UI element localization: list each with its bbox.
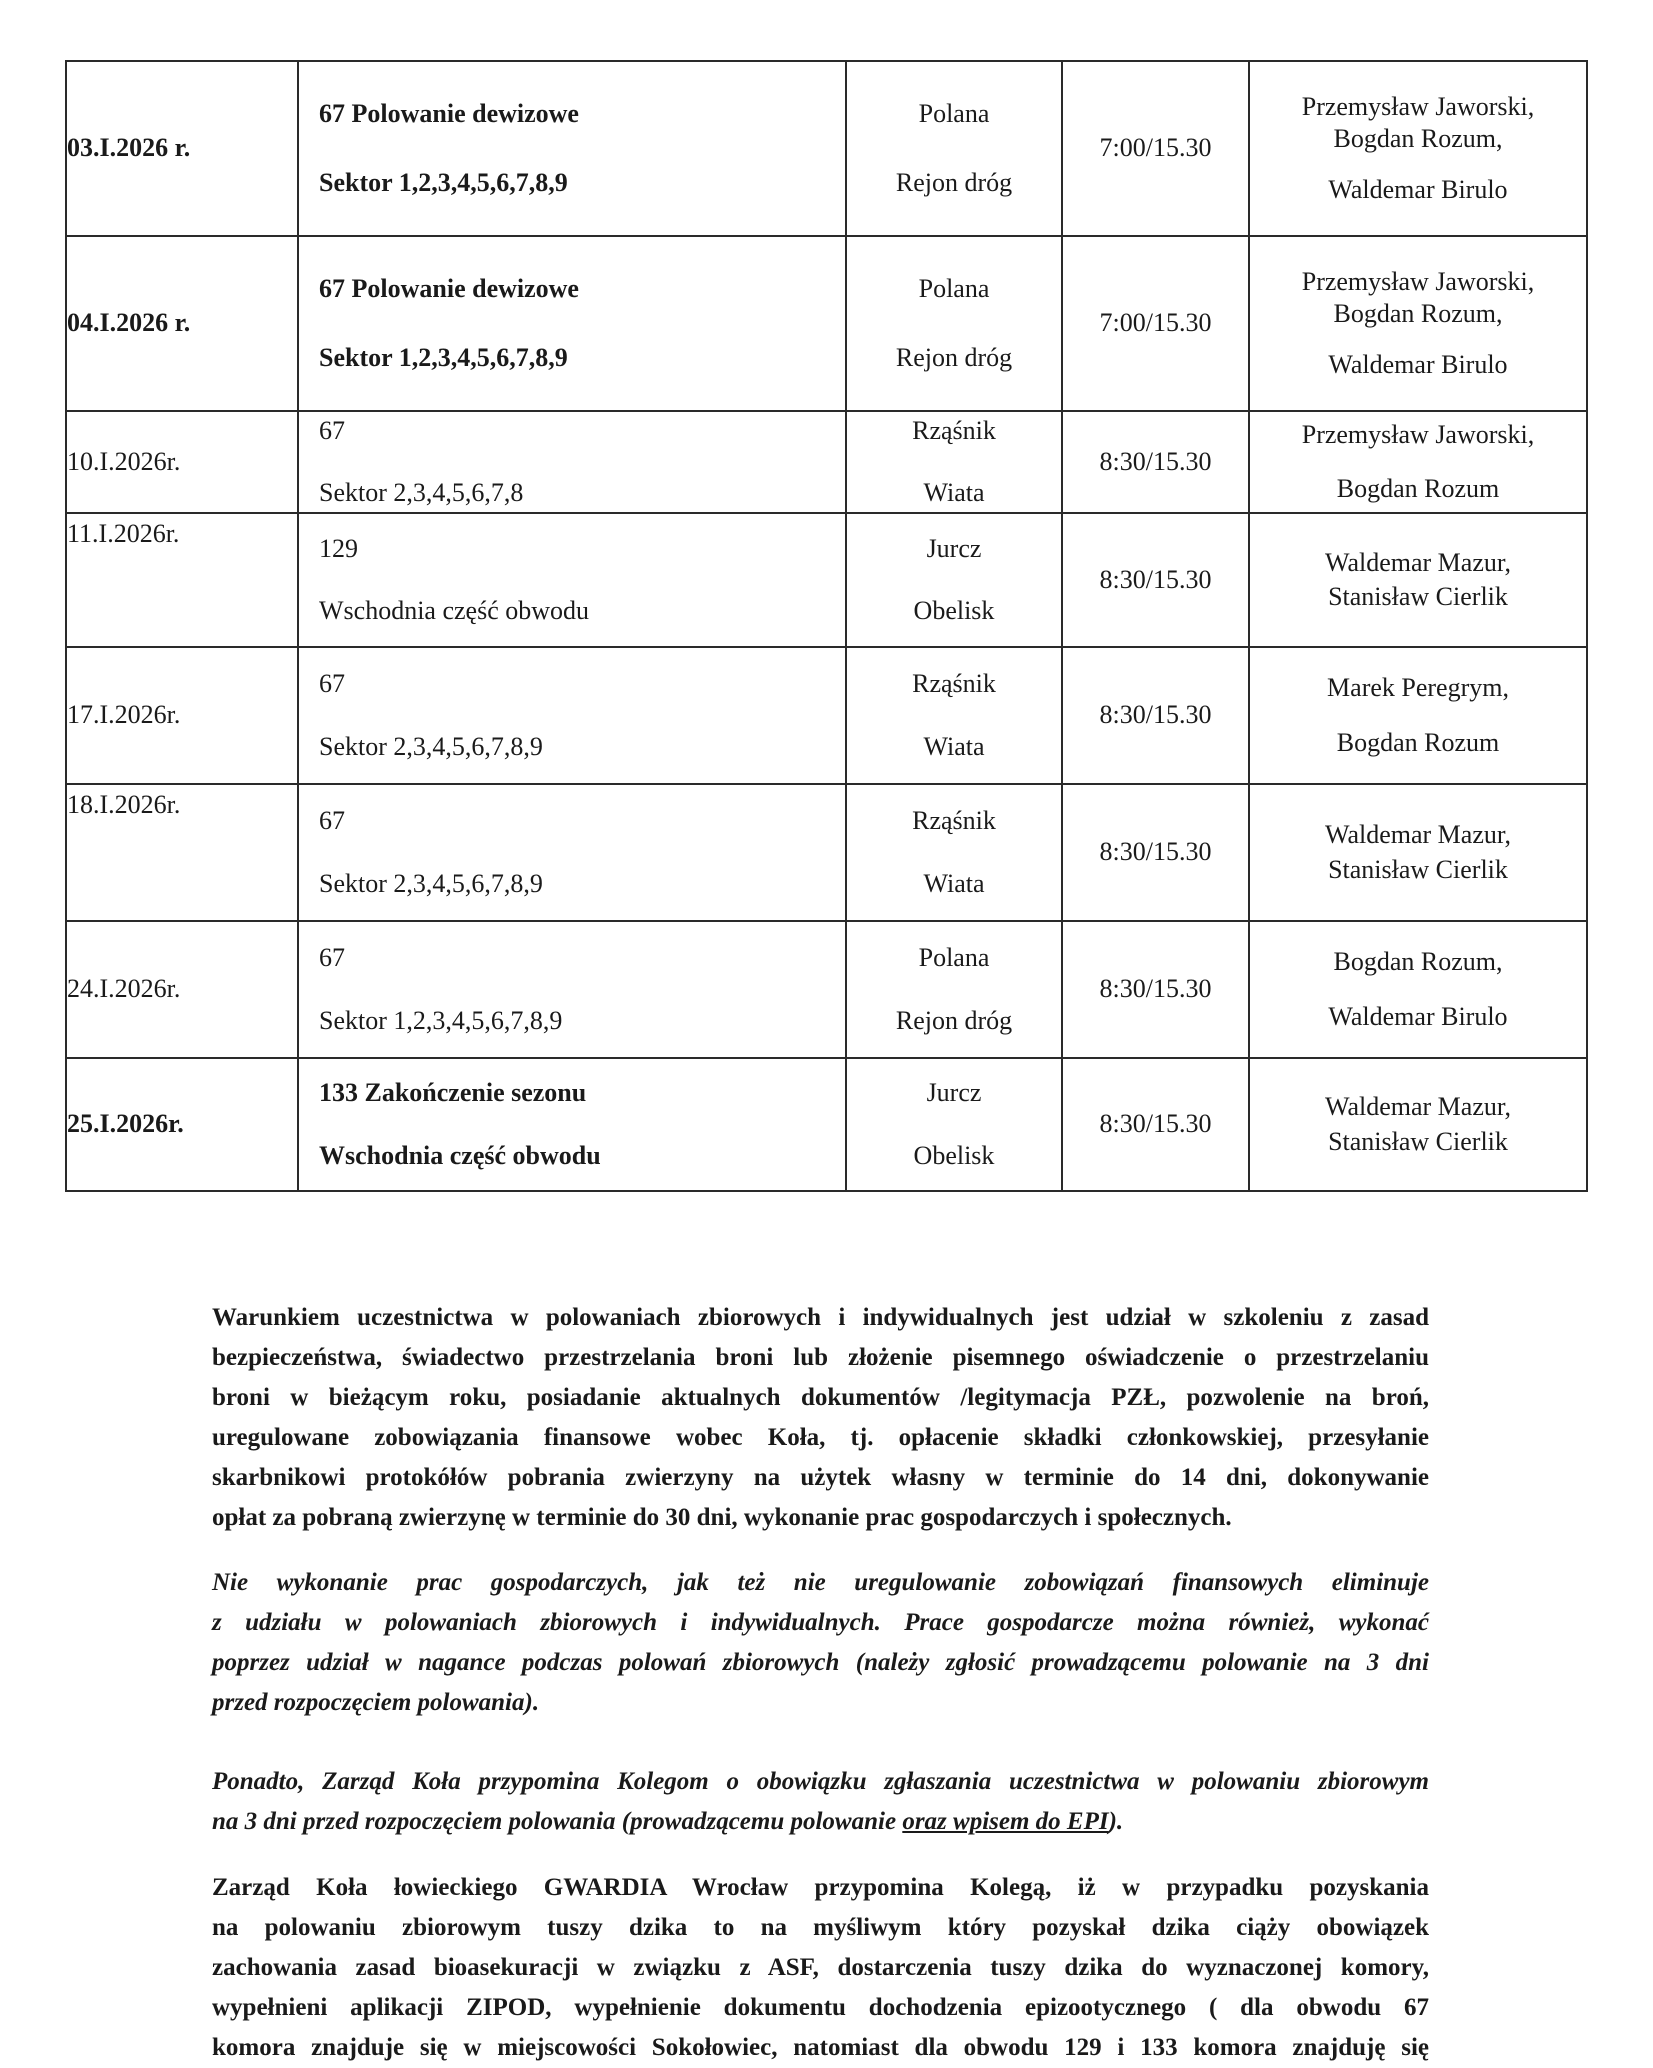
schedule-row	[66, 1058, 1587, 1191]
hunt-area-label: 67	[319, 415, 345, 445]
time-cell: 7:00/15.30	[1062, 61, 1249, 236]
hunt-leaders-cell	[1249, 513, 1587, 647]
time-cell: 8:30/15.30	[1062, 647, 1249, 784]
text-line: Warunkiem uczestnictwa w polowaniach zbiorowych i indywidualnych jest udział w szkoleniu z zasad	[212, 1304, 1429, 1331]
hunt-leaders-cell	[1249, 921, 1587, 1058]
asf-biosecurity-paragraph	[212, 1868, 1429, 2068]
meeting-place-cell	[846, 236, 1062, 411]
hunt-sector-label: Sektor 1,2,3,4,5,6,7,8,9	[319, 342, 568, 372]
hunt-area-label: 67	[319, 806, 345, 835]
place-name: Rząśnik	[912, 806, 996, 835]
place-detail: Wiata	[923, 731, 985, 761]
leader-name: Stanisław Cierlik	[1328, 582, 1508, 611]
text-line: poprzez udział w nagance podczas polowań zbiorowych (należy zgłosić prowadzącemu polowanie na 3 dni	[212, 1649, 1429, 1676]
hunt-area-label: 67	[319, 943, 345, 972]
hunt-leaders-cell	[1249, 647, 1587, 784]
date-cell: 04.I.2026 r.	[66, 236, 298, 411]
leader-name: Waldemar Birulo	[1328, 349, 1508, 379]
meeting-place-cell	[846, 61, 1062, 236]
leader-name: Marek Peregrym,	[1327, 673, 1509, 702]
schedule-row	[66, 921, 1587, 1058]
leader-name: Stanisław Cierlik	[1328, 854, 1508, 884]
hunt-sector-label: Sektor 2,3,4,5,6,7,8,9	[319, 731, 543, 761]
text-line: komora znajduje się w miejscowości Sokołowiec, natomiast dla obwodu 129 i 133 komora znajduję się	[212, 2034, 1429, 2061]
hunt-leaders-cell	[1249, 236, 1587, 411]
text-line: Ponadto, Zarząd Koła przypomina Kolegom o obowiązku zgłaszania uczestnictwa w polowaniu zbiorowym	[212, 1768, 1429, 1795]
text-line: na polowaniu zbiorowym tuszy dzika to na myśliwym który pozyskał dzika ciąży obowiązek	[212, 1914, 1429, 1941]
hunt-sector-label: Sektor 2,3,4,5,6,7,8,9	[319, 868, 543, 898]
hunt-leaders-cell	[1249, 784, 1587, 921]
hunt-description-cell	[298, 411, 846, 513]
hunt-area-label: 67	[319, 669, 345, 698]
hunt-description-cell	[298, 1058, 846, 1191]
place-name: Polana	[918, 99, 990, 128]
date-cell: 17.I.2026r.	[66, 647, 298, 784]
hunt-sector-label: Wschodnia część obwodu	[319, 1140, 601, 1170]
meeting-place-cell	[846, 1058, 1062, 1191]
underlined-segment: oraz wpisem do EPI	[902, 1808, 1109, 1835]
meeting-place-cell	[846, 921, 1062, 1058]
text-segment: ).	[1108, 1808, 1124, 1835]
meeting-place-cell	[846, 411, 1062, 513]
date-cell: 18.I.2026r.	[66, 784, 298, 921]
hunt-sector-label: Sektor 1,2,3,4,5,6,7,8,9	[319, 1005, 563, 1035]
place-name: Jurcz	[926, 1078, 982, 1107]
hunt-sector-label: Sektor 1,2,3,4,5,6,7,8,9	[319, 167, 568, 197]
hunt-area-label: 133 Zakończenie sezonu	[319, 1078, 587, 1107]
leader-name: Przemysław Jaworski,	[1301, 266, 1535, 296]
exclusion-notice-paragraph	[212, 1563, 1429, 1723]
place-name: Rząśnik	[912, 669, 996, 698]
hunt-sector-label: Sektor 2,3,4,5,6,7,8	[319, 478, 524, 507]
hunt-description-cell	[298, 647, 846, 784]
time-cell: 8:30/15.30	[1062, 513, 1249, 647]
hunt-area-label: 129	[319, 533, 358, 563]
time-cell: 7:00/15.30	[1062, 236, 1249, 411]
hunt-sector-label: Wschodnia część obwodu	[319, 596, 590, 625]
leader-name: Waldemar Mazur,	[1325, 547, 1511, 577]
hunt-leaders-cell	[1249, 61, 1587, 236]
leader-name: Stanisław Cierlik	[1328, 1126, 1508, 1156]
date-cell: 25.I.2026r.	[66, 1058, 298, 1191]
time-cell: 8:30/15.30	[1062, 411, 1249, 513]
leader-name: Bogdan Rozum,	[1333, 947, 1503, 976]
leader-name: Bogdan Rozum	[1336, 474, 1500, 503]
schedule-row	[66, 784, 1587, 921]
schedule-row	[66, 236, 1587, 411]
hunt-area-label: 67 Polowanie dewizowe	[319, 274, 579, 303]
text-segment: na 3 dni przed rozpoczęciem polowania (prowadzącemu polowanie	[212, 1808, 903, 1835]
schedule-row	[66, 513, 1587, 647]
hunt-description-cell	[298, 921, 846, 1058]
leader-name: Bogdan Rozum	[1336, 727, 1500, 757]
place-detail: Wiata	[923, 478, 985, 507]
place-detail: Rejon dróg	[895, 167, 1013, 197]
schedule-row	[66, 411, 1587, 513]
text-line: opłat za pobraną zwierzynę w terminie do 30 dni, wykonanie prac gospodarczych i społecznych.	[212, 1504, 1232, 1531]
place-detail: Wiata	[923, 868, 985, 898]
time-cell: 8:30/15.30	[1062, 784, 1249, 921]
schedule-row	[66, 61, 1587, 236]
place-detail: Rejon dróg	[895, 1005, 1013, 1035]
hunt-leaders-cell	[1249, 1058, 1587, 1191]
leader-name: Waldemar Birulo	[1328, 1001, 1508, 1031]
text-line: z udziału w polowaniach zbiorowych i indywidualnych. Prace gospodarcze można również, wykonać	[212, 1609, 1429, 1636]
participation-conditions-paragraph	[212, 1298, 1429, 1538]
registration-reminder-paragraph	[212, 1762, 1429, 1842]
time-cell: 8:30/15.30	[1062, 921, 1249, 1058]
place-name: Polana	[918, 274, 990, 303]
text-line: Zarząd Koła łowieckiego GWARDIA Wrocław przypomina Kolegą, iż w przypadku pozyskania	[212, 1874, 1429, 1901]
leader-name: Waldemar Mazur,	[1325, 1092, 1511, 1121]
place-name: Jurcz	[926, 533, 982, 563]
date-cell: 24.I.2026r.	[66, 921, 298, 1058]
date-cell: 10.I.2026r.	[66, 411, 298, 513]
text-line	[212, 1802, 1429, 1842]
hunt-area-label: 67 Polowanie dewizowe	[319, 99, 579, 128]
time-cell: 8:30/15.30	[1062, 1058, 1249, 1191]
place-name: Polana	[918, 943, 990, 972]
hunt-description-cell	[298, 513, 846, 647]
leader-name: Waldemar Birulo	[1328, 174, 1508, 204]
text-line: wypełnieni aplikacji ZIPOD, wypełnienie dokumentu dochodzenia epizootycznego ( dla obwodu 67	[212, 1994, 1429, 2021]
place-detail: Obelisk	[913, 1140, 995, 1170]
text-line: zachowania zasad bioasekuracji w związku z ASF, dostarczenia tuszy dzika do wyznaczonej komory,	[212, 1954, 1429, 1981]
date-cell: 03.I.2026 r.	[66, 61, 298, 236]
date-cell: 11.I.2026r.	[66, 513, 298, 647]
hunt-schedule-table	[65, 60, 1588, 1192]
leader-name: Przemysław Jaworski,	[1301, 419, 1535, 449]
text-line: bezpieczeństwa, świadectwo przestrzelania broni lub złożenie pisemnego oświadczenie o przestrzelaniu	[212, 1344, 1429, 1371]
text-line: uregulowane zobowiązania finansowe wobec Koła, tj. opłacenie składki członkowskiej, przesyłanie	[212, 1424, 1429, 1451]
place-detail: Rejon dróg	[895, 342, 1013, 372]
place-detail: Obelisk	[913, 596, 995, 625]
text-line: przed rozpoczęciem polowania).	[212, 1689, 540, 1716]
hunt-description-cell	[298, 61, 846, 236]
meeting-place-cell	[846, 513, 1062, 647]
text-line: broni w bieżącym roku, posiadanie aktualnych dokumentów /legitymacja PZŁ, pozwolenie na broń,	[212, 1384, 1429, 1411]
leader-name: Przemysław Jaworski,	[1301, 91, 1535, 121]
meeting-place-cell	[846, 647, 1062, 784]
hunt-leaders-cell	[1249, 411, 1587, 513]
text-line: Nie wykonanie prac gospodarczych, jak też nie uregulowanie zobowiązań finansowych eliminuje	[212, 1569, 1429, 1596]
hunt-description-cell	[298, 236, 846, 411]
leader-name: Bogdan Rozum,	[1333, 124, 1503, 154]
hunt-description-cell	[298, 784, 846, 921]
text-line: skarbnikowi protokółów pobrania zwierzyny na użytek własny w terminie do 14 dni, dokonywanie	[212, 1464, 1429, 1491]
leader-name: Bogdan Rozum,	[1333, 299, 1503, 329]
leader-name: Waldemar Mazur,	[1325, 820, 1511, 849]
schedule-row	[66, 647, 1587, 784]
meeting-place-cell	[846, 784, 1062, 921]
place-name: Rząśnik	[912, 415, 996, 445]
